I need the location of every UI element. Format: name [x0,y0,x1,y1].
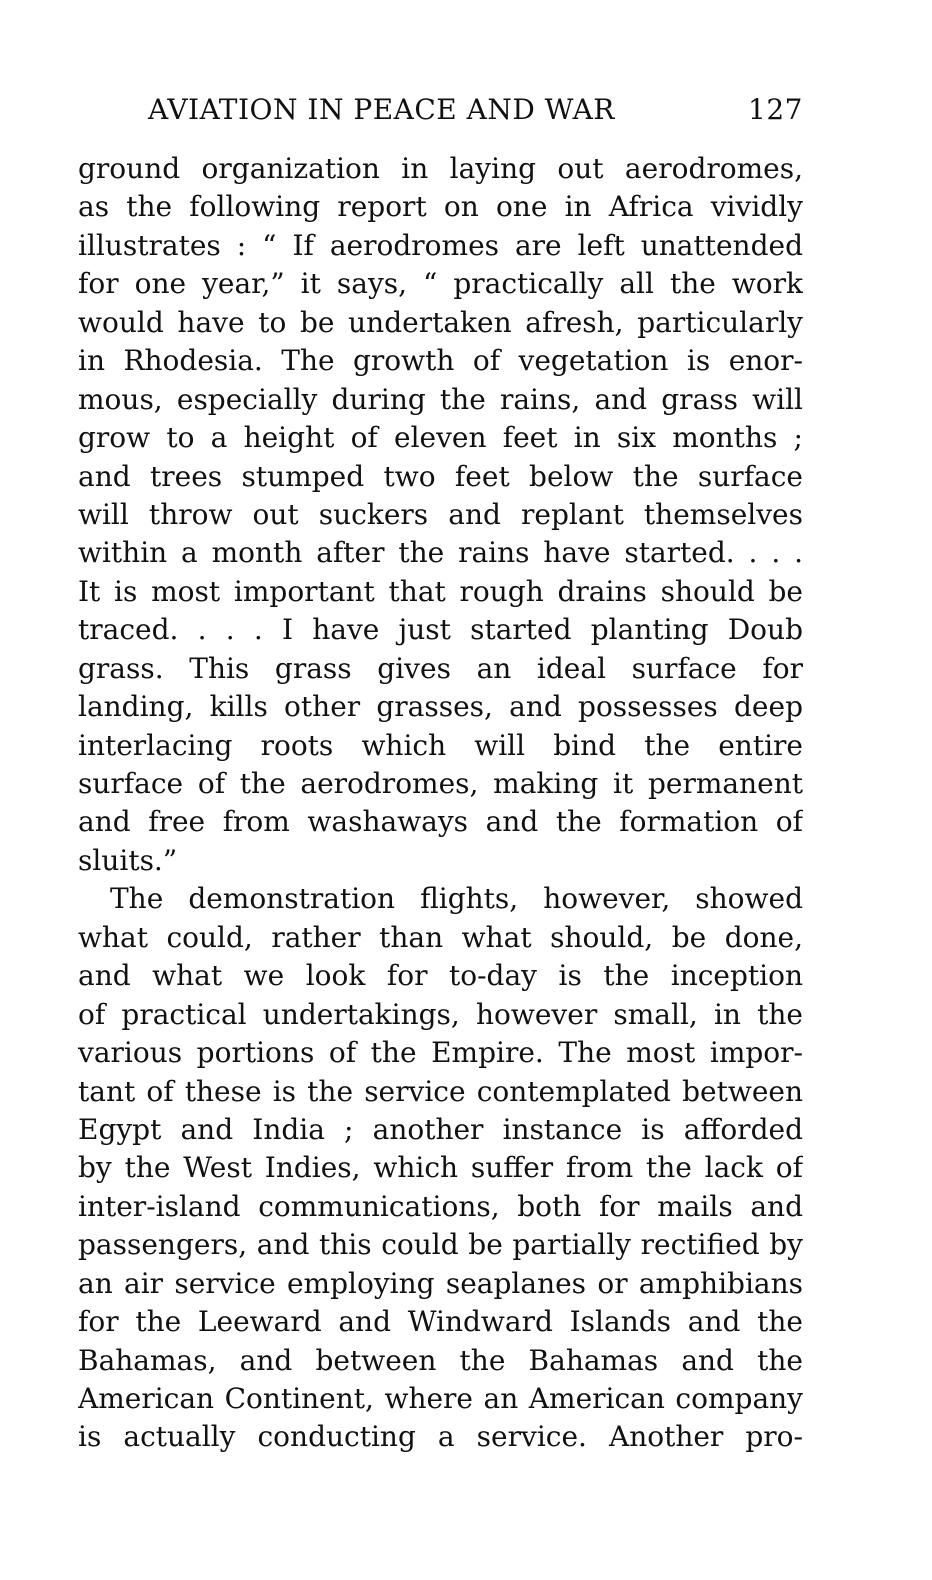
text-line: for one year,” it says, “ practically all the work [78,267,803,301]
text-line: surface of the aerodromes, making it permanent [78,767,803,800]
text-line: within a month after the rains have started. . . . [78,536,803,570]
text-line: inter-island communications, both for mails and [78,1189,803,1223]
text-line: ground organization in laying out aerodromes, [78,152,803,185]
body-text [78,150,803,1457]
text-line: mous, especially during the rains, and grass will [78,382,803,416]
running-head [148,90,803,130]
text-line: grow to a height of eleven feet in six months ; [78,421,803,455]
text-line: an air service employing seaplanes or amphibians [78,1266,803,1300]
text-line: illustrates : “ If aerodromes are left unattended [78,228,803,262]
text-line: as the following report on one in Africa vividly [78,190,803,224]
text-line: is actually conducting a service. Another pro- [78,1420,803,1454]
text-line: sluits.” [78,843,178,877]
text-line: and what we look for to-day is the inception [78,959,803,993]
text-line: landing, kills other grasses, and possesses deep [78,690,803,724]
text-line: would have to be undertaken afresh, particularly [78,305,803,339]
text-line: passengers, and this could be partially rectified by [78,1228,803,1262]
text-line: will throw out suckers and replant themselves [78,497,803,531]
text-line: It is most important that rough drains should be [78,574,803,608]
text-line: tant of these is the service contemplated between [78,1074,803,1108]
text-line: various portions of the Empire. The most impor- [78,1036,803,1070]
text-line: what could, rather than what should, be done, [78,920,803,954]
text-line: and trees stumped two feet below the surface [78,459,803,493]
text-line: by the West Indies, which suffer from the lack of [78,1151,803,1185]
text-line: in Rhodesia. The growth of vegetation is enor- [78,344,803,378]
text-line: and free from washaways and the formation of [78,805,803,839]
paragraph-start-line: The demonstration flights, however, showed [110,882,803,916]
text-line: American Continent, where an American company [78,1382,803,1415]
text-line: grass. This grass gives an ideal surface for [78,651,803,685]
text-line: interlacing roots which will bind the entire [78,728,803,762]
text-line: Egypt and India ; another instance is afforded [78,1112,803,1146]
running-head-title: AVIATION IN PEACE AND WAR [148,93,615,126]
text-line: traced. . . . I have just started planting Doub [78,613,803,647]
text-line: of practical undertakings, however small, in the [78,997,803,1031]
page-number: 127 [748,93,803,126]
text-line: Bahamas, and between the Bahamas and the [78,1343,803,1377]
text-line: for the Leeward and Windward Islands and the [78,1305,803,1339]
